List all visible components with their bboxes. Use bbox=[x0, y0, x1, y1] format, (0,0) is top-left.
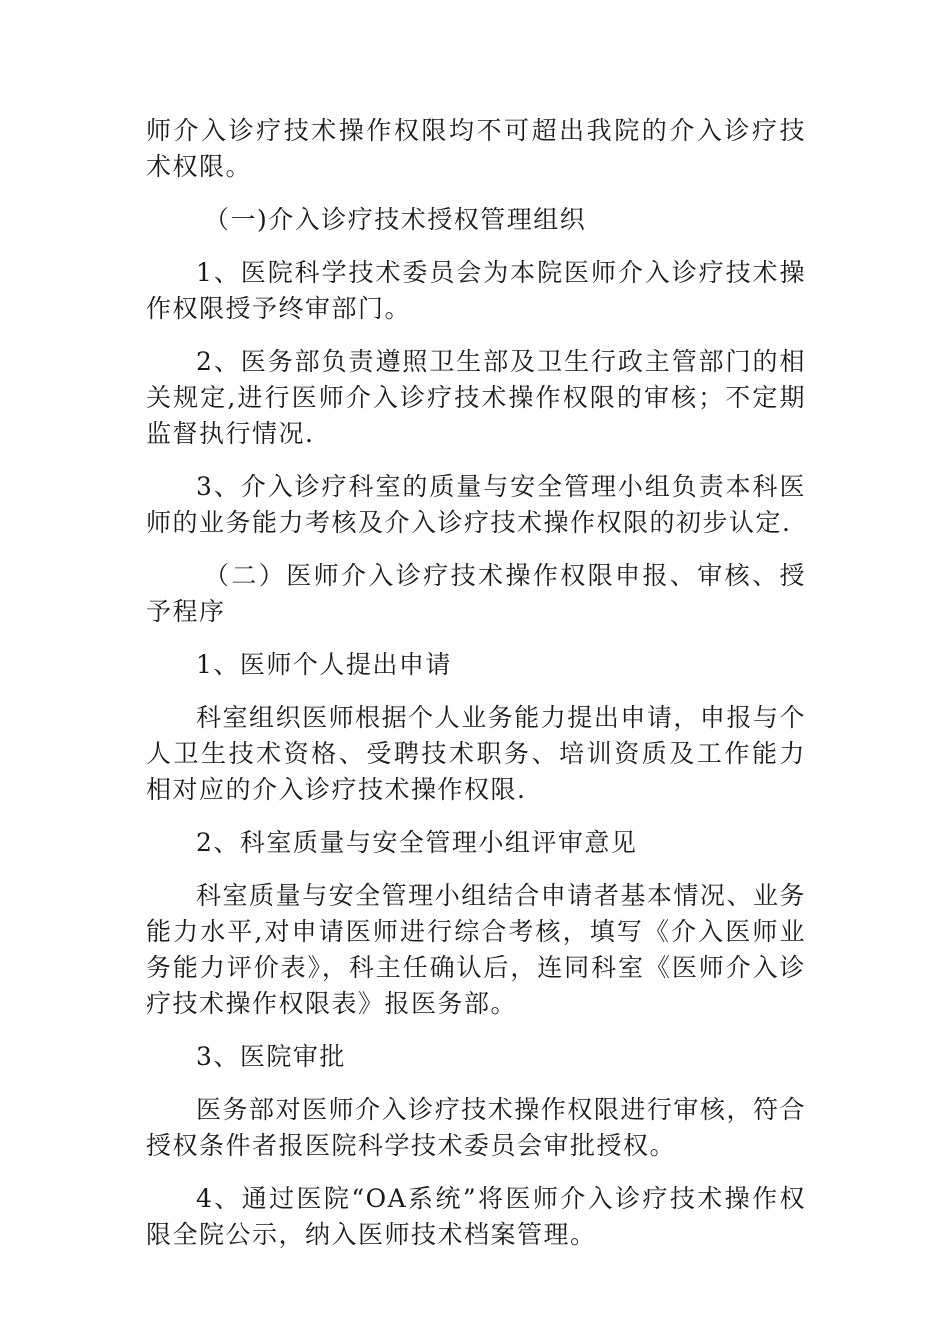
step-body-2: 科室质量与安全管理小组结合申请者基本情况、业务能力水平,对申请医师进行综合考核，填写《介入医师业务能力评价表》，科主任确认后，连同科室《医师介入诊疗技术操作权限表》报医务部。 bbox=[146, 881, 806, 1018]
step-heading-2: 2、科室质量与安全管理小组评审意见 bbox=[196, 828, 638, 857]
document-body bbox=[146, 113, 806, 1270]
step-body-1: 科室组织医师根据个人业务能力提出申请，申报与个人卫生技术资格、受聘技术职务、培训资质及工作能力相对应的介入诊疗技术操作权限. bbox=[146, 703, 806, 804]
step-heading-1: 1、医师个人提出申请 bbox=[196, 650, 452, 679]
step-body-3: 医务部对医师介入诊疗技术操作权限进行审核，符合授权条件者报医院科学技术委员会审批授权。 bbox=[146, 1095, 806, 1160]
paragraph-continuation: 师介入诊疗技术操作权限均不可超出我院的介入诊疗技术权限。 bbox=[146, 116, 806, 181]
step-heading-4: 4、通过医院“OA系统”将医师介入诊疗技术操作权限全院公示，纳入医师技术档案管理。 bbox=[146, 1184, 806, 1249]
section-heading-2: （二）医师介入诊疗技术操作权限申报、审核、授予程序 bbox=[146, 561, 806, 626]
step-heading-3: 3、医院审批 bbox=[196, 1042, 346, 1071]
list-item-1-3: 3、介入诊疗科室的质量与安全管理小组负责本科医师的业务能力考核及介入诊疗技术操作权限的初步认定. bbox=[146, 472, 806, 537]
list-item-1-1: 1、医院科学技术委员会为本院医师介入诊疗技术操作权限授予终审部门。 bbox=[146, 258, 806, 323]
section-heading-1: （一)介入诊疗技术授权管理组织 bbox=[204, 205, 587, 234]
list-item-1-2: 2、医务部负责遵照卫生部及卫生行政主管部门的相关规定,进行医师介入诊疗技术操作权限的审核；不定期监督执行情况. bbox=[146, 347, 806, 448]
